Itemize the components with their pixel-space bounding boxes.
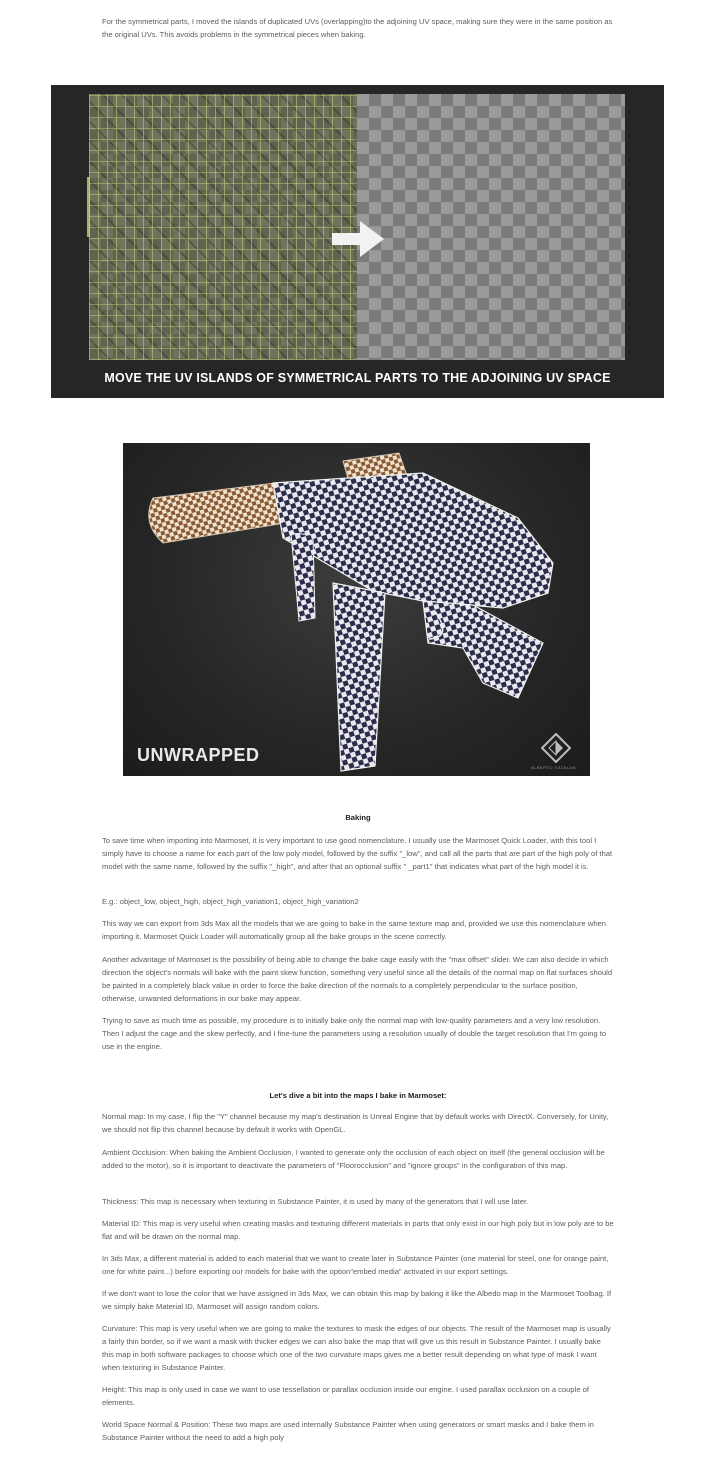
uv-island-strip xyxy=(87,177,90,237)
intro-paragraph: For the symmetrical parts, I moved the islands of duplicated UVs (overlapping)to the adjoining UV space, making sure they were in the same position as the original UVs. This avoids problems in the symmetrical pieces when baking. xyxy=(102,17,613,39)
maps-paragraph: World Space Normal & Position: These two maps are used internally Substance Painter when using generators or smart masks and I bake them in Substance Painter without the need to add a high poly xyxy=(102,1420,594,1442)
unwrapped-gun-figure xyxy=(123,443,590,776)
baking-paragraph: Another advantage of Marmoset is the possibility of being able to change the bake cage easily with the "max offset" slider. We can also decide in which direction the object's normals will bake with the paint skew function, something very useful since all the details of the normal map on flat surfaces should be painted in a completely black value in order to force the bake direction of the normals to a completely perpendicular to the surface position, otherwise, unwanted deformations in our bake may appear. xyxy=(102,955,613,1003)
uv-map-original xyxy=(89,94,357,360)
maps-paragraph: Material ID: This map is very useful when creating masks and texturing different materials in parts that only exist in our high poly but in low poly are to be flat and will be drawn on the normal map. xyxy=(102,1219,614,1241)
baking-paragraph: E.g.: object_low, object_high, object_high_variation1, object_high_variation2 xyxy=(102,897,359,906)
maps-paragraph: Normal map: In my case, I flip the "Y" channel because my map's destination is Unreal Engine that by default works with DirectX. Conversely, for Unity, we should not flip this channel because by default it works with OpenGL. xyxy=(102,1112,609,1134)
uv-islands-figure xyxy=(51,85,664,398)
baking-paragraph: Trying to save as much time as possible, my procedure is to initially bake only the normal map with low-quality parameters and a very low resolution. Then I adjust the cage and the skew perfectly, and I fine-tune the parameters using a resolution usually of double the target resolution that I'm going to use in the engine. xyxy=(102,1016,607,1051)
maps-paragraph: Curvature: This map is very useful when we are going to make the textures to mask the edges of our objects. The result of the Marmoset map is usually a fairly thin border, so if we want a mask with thicker edges we can also bake the map that will give us this result in Substance Painter. I usually bake this map in both software packages to choose which one of the two curvature maps gives me a better result depending on what type of mask I want when texturing in Substance Painter. xyxy=(102,1324,611,1372)
uv-figure-caption: MOVE THE UV ISLANDS OF SYMMETRICAL PARTS TO THE ADJOINING UV SPACE xyxy=(104,371,611,385)
uv-map-adjoining-space xyxy=(357,94,625,360)
maps-paragraph: Thickness: This map is necessary when texturing in Substance Painter, it is used by many of the generators that I will use later. xyxy=(102,1197,529,1206)
gun-render xyxy=(123,443,590,776)
baking-heading: Baking xyxy=(345,813,371,822)
maps-paragraph: Ambient Occlusion: When baking the Ambient Occlusion, I wanted to generate only the occlusion of each object on itself (the general occlusion will be added to the motor), so it is important to deactivate the parameters of "Floorocclusion" and "ignore groups" in the configuration of this map. xyxy=(102,1148,605,1170)
arrow-right-icon xyxy=(328,216,390,262)
baking-paragraph: This way we can export from 3ds Max all the models that we are going to bake in the same texture map and, provided we use this nomenclature when importing it, Marmoset Quick Loader will automatically group all the bake groups in the scene correctly. xyxy=(102,919,606,941)
baking-paragraph: To save time when importing into Marmoset, it is very important to use good nomenclature. I usually use the Marmoset Quick Loader, with this tool I simply have to choose a name for each part of the low poly model, followed by the suffix "_low", and call all the parts that are part of the high poly of that model with the same name, followed by the suffix "_high", and after that an optional suffix " _part1" that indicates what part of the high model it is. xyxy=(102,836,613,871)
maps-heading: Let's dive a bit into the maps I bake in Marmoset: xyxy=(269,1091,447,1100)
maps-paragraph: Height: This map is only used in case we want to use tessellation or parallax occlusion inside our engine. I used parallax occlusion on a couple of elements. xyxy=(102,1385,589,1407)
maps-paragraph: If we don't want to lose the color that we have assigned in 3ds Max, we can obtain this map by baking it like the Albedo map in the Marmoset Toolbag. If we simply bake Material ID, Marmoset will assign random colors. xyxy=(102,1289,612,1311)
diamond-logo-icon xyxy=(541,733,571,763)
gun-figure-caption: UNWRAPPED xyxy=(137,745,260,765)
artist-signature: ALBERTO CATALAN xyxy=(531,765,576,770)
maps-paragraph: In 3ds Max, a different material is added to each material that we want to create later in Substance Painter (one material for steel, one for orange paint, one for white paint...) before exporting our models for bake with the option"embed media" activated in our export settings. xyxy=(102,1254,609,1276)
